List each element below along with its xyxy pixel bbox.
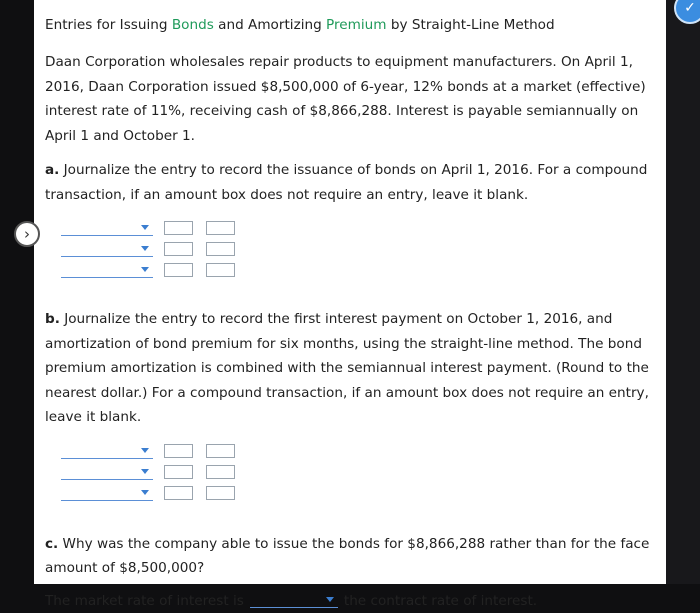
chevron-down-icon xyxy=(141,267,149,272)
question-c-label: c. xyxy=(45,536,58,552)
account-select[interactable] xyxy=(61,221,153,236)
question-a-text: Journalize the entry to record the issuance of bonds on April 1, 2016. For a compound transaction, if an amount box does not require an entry, leave it blank. xyxy=(45,162,647,203)
check-icon[interactable]: ✓ xyxy=(674,0,700,24)
debit-input[interactable] xyxy=(164,221,193,235)
chevron-down-icon xyxy=(141,246,149,251)
journal-row xyxy=(61,465,251,483)
debit-input[interactable] xyxy=(164,242,193,256)
question-c-answer: The market rate of interest is the contract rate of interest. xyxy=(45,589,666,613)
question-b xyxy=(45,307,666,430)
problem-page xyxy=(34,0,666,584)
credit-input[interactable] xyxy=(206,221,235,235)
page-title: Entries for Issuing Bonds and Amortizing Premium by Straight-Line Method xyxy=(45,16,666,34)
term-link-bonds[interactable]: Bonds xyxy=(172,17,214,33)
credit-input[interactable] xyxy=(206,486,235,500)
question-a xyxy=(45,158,666,207)
journal-entry-b xyxy=(45,444,666,510)
journal-row xyxy=(61,486,251,504)
debit-input[interactable] xyxy=(164,444,193,458)
question-b-text: Journalize the entry to record the first interest payment on October 1, 2016, and amortization of bond premium for six months, using the straight-line method. The bond premium amortization is combined with the semiannual interest payment. (Round to the nearest dollar.) For a compound transaction, if an amount box does not require an entry, leave it blank. xyxy=(45,311,649,425)
chevron-down-icon xyxy=(326,597,334,602)
credit-input[interactable] xyxy=(206,444,235,458)
account-select[interactable] xyxy=(61,263,153,278)
question-b-label: b. xyxy=(45,311,60,327)
journal-row xyxy=(61,263,251,281)
debit-input[interactable] xyxy=(164,465,193,479)
chevron-down-icon xyxy=(141,225,149,230)
chevron-down-icon xyxy=(141,469,149,474)
chevron-down-icon xyxy=(141,490,149,495)
journal-entry-a xyxy=(45,221,666,287)
chevron-down-icon xyxy=(141,448,149,453)
journal-row xyxy=(61,444,251,462)
credit-input[interactable] xyxy=(206,465,235,479)
account-select[interactable] xyxy=(61,242,153,257)
term-link-premium[interactable]: Premium xyxy=(326,17,387,33)
question-c-text: Why was the company able to issue the bonds for $8,866,288 rather than for the face amount of $8,500,000? xyxy=(45,536,649,577)
question-c xyxy=(45,532,666,581)
credit-input[interactable] xyxy=(206,242,235,256)
credit-input[interactable] xyxy=(206,263,235,277)
journal-row xyxy=(61,221,251,239)
account-select[interactable] xyxy=(61,486,153,501)
chevron-right-icon[interactable]: › xyxy=(14,221,40,247)
journal-row xyxy=(61,242,251,260)
debit-input[interactable] xyxy=(164,486,193,500)
rate-comparison-select[interactable] xyxy=(250,593,338,608)
account-select[interactable] xyxy=(61,465,153,480)
question-a-label: a. xyxy=(45,162,59,178)
debit-input[interactable] xyxy=(164,263,193,277)
problem-intro: Daan Corporation wholesales repair products to equipment manufacturers. On April 1, 2016, Daan Corporation issued $8,500,000 of 6-year, 12% bonds at a market (effective) interest rate of 11%, receiving cash of $8,866,288. Interest is payable semiannually on April 1 and October 1. xyxy=(45,50,666,148)
right-sidebar xyxy=(666,0,700,584)
account-select[interactable] xyxy=(61,444,153,459)
